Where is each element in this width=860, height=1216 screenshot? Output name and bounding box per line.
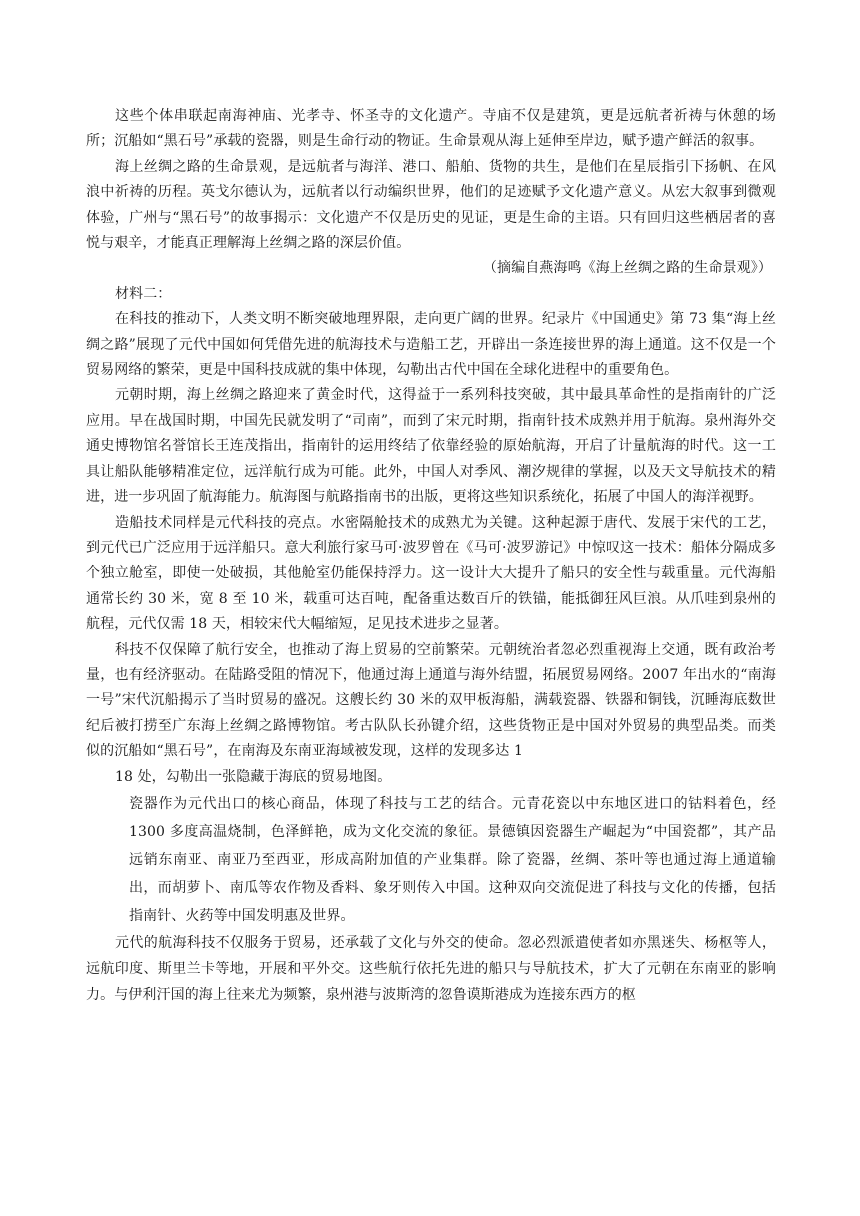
paragraph-life-landscape: 海上丝绸之路的生命景观，是远航者与海洋、港口、船舶、货物的共生，是他们在星辰指引下扬帆、在风浪中祈祷的历程。英戈尔德认为，远航者以行动编织世界，他们的足迹赋予文化遗产意义。从宏大叙事到微观体验，广州与“黑石号”的故事揭示：文化遗产不仅是历史的见证，更是生命的主语。只有回归这些栖居者的喜悦与艰辛，才能真正理解海上丝绸之路的深层价值。 (86, 158, 776, 252)
paragraph-shipbuilding: 造船技术同样是元代科技的亮点。水密隔舱技术的成熟尤为关键。这种起源于唐代、发展于宋代的工艺，到元代已广泛应用于远洋船只。意大利旅行家马可·波罗曾在《马可·波罗游记》中惊叹这一技术：船体分隔成多个独立舱室，即使一处破损，其他舱室仍能保持浮力。这一设计大大提升了船只的安全性与载重量。元代海船通常长约 30 米，宽 8 至 10 米，载重可达百吨，配备重达数百斤的铁锚，能抵御狂风巨浪。从爪哇到泉州的航程，元代仅需 18 天，相较宋代大幅缩短，足见技术进步之显著。 (86, 514, 776, 633)
source-citation: （摘编自燕海鸣《海上丝绸之路的生命景观》） (482, 260, 772, 277)
paragraph-diplomacy: 元代的航海科技不仅服务于贸易，还承载了文化与外交的使命。忽必烈派遣使者如亦黑迷失、杨枢等人，远航印度、斯里兰卡等地，开展和平外交。这些航行依托先进的船只与导航技术，扩大了元朝在东南亚的影响力。与伊利汗国的海上往来尤为频繁，泉州港与波斯湾的忽鲁谟斯港成为连接东西方的枢 (86, 934, 776, 1003)
paragraph-trade-continued: 18 处，勾勒出一张隐藏于海底的贸易地图。 (115, 768, 392, 785)
document-body (86, 104, 776, 1008)
paragraph-temples: 这些个体串联起南海神庙、光孝寺、怀圣寺的文化遗产。寺庙不仅是建筑，更是远航者祈祷与休憩的场所；沉船如“黑石号”承载的瓷器，则是生命行动的物证。生命景观从海上延伸至岸边，赋予遗产鲜活的叙事。 (86, 108, 776, 150)
paragraph-porcelain: 瓷器作为元代出口的核心商品，体现了科技与工艺的结合。元青花瓷以中东地区进口的钴料着色，经 1300 多度高温烧制，色泽鲜艳，成为文化交流的象征。景德镇因瓷器生产崛起为“中国瓷都”，其产品远销东南亚、南亚乃至西亚，形成高附加值的产业集群。除了瓷器，丝绸、茶叶等也通过海上通道输出，而胡萝卜、南瓜等农作物及香料、象牙则传入中国。这种双向交流促进了科技与文化的传播，包括指南针、火药等中国发明惠及世界。 (129, 795, 776, 924)
paragraph-tech-intro: 在科技的推动下，人类文明不断突破地理界限，走向更广阔的世界。纪录片《中国通史》第 73 集“海上丝绸之路”展现了元代中国如何凭借先进的航海技术与造船工艺，开辟出一条连接世界的海上通道。这不仅是一个贸易网络的繁荣，更是中国科技成就的集中体现，勾勒出古代中国在全球化进程中的重要角色。 (86, 311, 776, 379)
paragraph-compass: 元朝时期，海上丝绸之路迎来了黄金时代，这得益于一系列科技突破，其中最具革命性的是指南针的广泛应用。早在战国时期，中国先民就发明了“司南”，而到了宋元时期，指南针技术成熟并用于航海。泉州海外交通史博物馆名誉馆长王连茂指出，指南针的运用终结了依靠经验的原始航海，开启了计量航海的时代。这一工具让船队能够精准定位，远洋航行成为可能。此外，中国人对季风、潮汐规律的掌握，以及天文导航技术的精进，进一步巩固了航海能力。航海图与航路指南书的出版，更将这些知识系统化，拓展了中国人的海洋视野。 (86, 387, 776, 506)
material-two-label: 材料二： (115, 285, 172, 302)
paragraph-trade: 科技不仅保障了航行安全，也推动了海上贸易的空前繁荣。元朝统治者忽必烈重视海上交通，既有政治考量，也有经济驱动。在陆路受阻的情况下，他通过海上通道与海外结盟，拓展贸易网络。2007 年出水的“南海一号”宋代沉船揭示了当时贸易的盛况。这艘长约 30 米的双甲板海船，满载瓷器、铁器和铜钱，沉睡海底数世纪后被打捞至广东海上丝绸之路博物馆。考古队队长孙键介绍，这些货物正是中国对外贸易的典型品类。而类似的沉船如“黑石号”，在南海及东南亚海域被发现，这样的发现多达 1 (86, 641, 776, 760)
